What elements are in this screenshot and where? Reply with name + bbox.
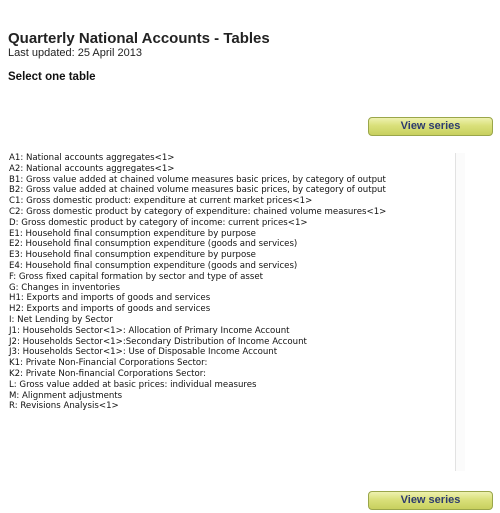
list-item[interactable]: I: Net Lending by Sector bbox=[9, 314, 113, 325]
list-item[interactable]: A1: National accounts aggregates<1> bbox=[9, 153, 175, 163]
list-item[interactable]: A2: National accounts aggregates<1> bbox=[9, 163, 175, 174]
list-item[interactable]: D: Gross domestic product by category of income: current prices<1> bbox=[9, 217, 308, 228]
view-series-button-bottom[interactable]: View series bbox=[368, 491, 493, 510]
list-item[interactable]: K2: Private Non-financial Corporations Sector: bbox=[9, 368, 207, 379]
list-item[interactable]: C2: Gross domestic product by category of expenditure: chained volume measures<1> bbox=[9, 206, 387, 217]
list-item[interactable]: E3: Household final consumption expenditure by purpose bbox=[9, 250, 256, 261]
page-title: Quarterly National Accounts - Tables bbox=[8, 30, 270, 47]
list-item[interactable]: H2: Exports and imports of goods and services bbox=[9, 304, 211, 315]
list-item[interactable]: F: Gross fixed capital formation by sector and type of asset bbox=[9, 271, 264, 282]
list-item[interactable]: G: Changes in inventories bbox=[9, 282, 120, 293]
list-item[interactable]: K1: Private Non-Financial Corporations Sector: bbox=[9, 358, 208, 369]
list-item[interactable]: R: Revisions Analysis<1> bbox=[9, 401, 119, 412]
select-table-instruction: Select one table bbox=[8, 71, 96, 83]
list-item[interactable]: E2: Household final consumption expenditure (goods and services) bbox=[9, 239, 298, 250]
list-item[interactable]: E1: Household final consumption expenditure by purpose bbox=[9, 228, 256, 239]
list-item[interactable]: B1: Gross value added at chained volume measures basic prices, by category of output bbox=[9, 174, 386, 185]
list-item[interactable]: H1: Exports and imports of goods and services bbox=[9, 293, 211, 304]
list-item[interactable]: J1: Households Sector<1>: Allocation of Primary Income Account bbox=[9, 325, 290, 336]
view-series-button-top[interactable]: View series bbox=[368, 117, 493, 136]
list-item[interactable]: J2: Households Sector<1>:Secondary Distribution of Income Account bbox=[9, 336, 307, 347]
table-listbox[interactable] bbox=[8, 153, 464, 473]
list-item[interactable]: J3: Households Sector<1>: Use of Disposable Income Account bbox=[9, 347, 278, 358]
list-item[interactable]: E4: Household final consumption expenditure (goods and services) bbox=[9, 260, 298, 271]
list-item[interactable]: M: Alignment adjustments bbox=[9, 390, 123, 401]
last-updated: Last updated: 25 April 2013 bbox=[8, 47, 142, 59]
listbox-scrollbar[interactable] bbox=[455, 153, 465, 471]
list-item[interactable]: L: Gross value added at basic prices: individual measures bbox=[9, 379, 257, 390]
list-item[interactable]: C1: Gross domestic product: expenditure at current market prices<1> bbox=[9, 196, 313, 207]
list-item[interactable]: B2: Gross value added at chained volume measures basic prices, by category of output bbox=[9, 185, 386, 196]
